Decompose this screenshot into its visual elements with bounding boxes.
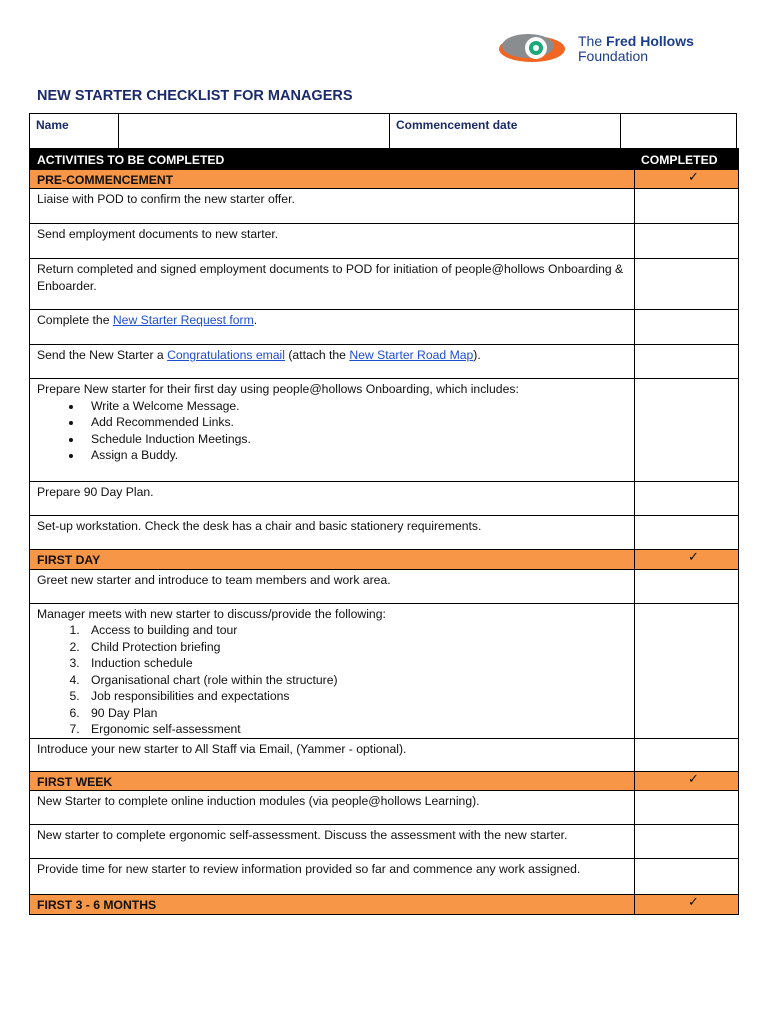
activity-cell [30,379,635,482]
activity-text: Introduce your new starter to All Staff via Email, (Yammer - optional). [30,738,635,771]
new-starter-request-form-link[interactable]: New Starter Request form [112,313,254,327]
section-pre-commencement [30,169,739,189]
activity-text: Greet new starter and introduce to team members and work area. [30,569,635,603]
completed-cell[interactable] [635,189,739,224]
table-row [30,791,739,825]
table-row [30,482,739,516]
checklist-table [29,148,739,915]
eye-logo-icon [498,30,568,70]
first-day-numbered-list [37,622,628,738]
logo-text [578,34,694,64]
completed-cell[interactable] [635,516,739,550]
activities-column-header: ACTIVITIES TO BE COMPLETED [30,149,635,170]
activity-text: Manager meets with new starter to discuss/provide the following: [37,606,386,621]
check-mark-icon: ✓ [635,550,739,570]
completed-cell[interactable] [635,379,739,482]
completed-column-header: COMPLETED [635,149,739,170]
list-item: • Add Recommended Links. [83,414,628,431]
fred-hollows-logo [498,30,738,70]
table-row [30,738,739,771]
completed-cell[interactable] [635,738,739,771]
completed-cell[interactable] [635,569,739,603]
activity-text: New starter to complete ergonomic self-assessment. Discuss the assessment with the new starter. [30,825,635,859]
table-row [30,569,739,603]
section-first-week [30,771,739,791]
list-item: 7. Ergonomic self-assessment [83,721,628,738]
check-mark-icon: ✓ [635,169,739,189]
activity-text: Set-up workstation. Check the desk has a chair and basic stationery requirements. [30,516,635,550]
completed-cell[interactable] [635,791,739,825]
completed-cell[interactable] [635,482,739,516]
activity-cell [30,345,635,379]
section-first-3-6-months [30,895,739,915]
completed-cell[interactable] [635,859,739,895]
activity-text: New Starter to complete online induction modules (via people@hollows Learning). [30,791,635,825]
activity-cell [30,603,635,738]
name-label: Name [30,114,119,156]
commencement-date-label: Commencement date [390,114,621,156]
list-item: 5. Job responsibilities and expectations [83,688,628,705]
list-item: • Schedule Induction Meetings. [83,431,628,448]
check-mark-icon: ✓ [635,771,739,791]
logo-line1-bold: Fred Hollows [606,33,694,49]
completed-cell[interactable] [635,224,739,259]
completed-cell[interactable] [635,310,739,345]
activity-text: Prepare New starter for their first day using people@hollows Onboarding, which includes: [37,382,519,396]
list-item: 1. Access to building and tour [83,622,628,639]
list-item: 2. Child Protection briefing [83,639,628,656]
congratulations-email-link[interactable]: Congratulations email [167,348,285,362]
completed-cell[interactable] [635,825,739,859]
table-row [30,825,739,859]
table-row [30,345,739,379]
onboarding-bullet-list [37,398,628,464]
list-item: 6. 90 Day Plan [83,705,628,722]
table-row [30,379,739,482]
list-item: 4. Organisational chart (role within the structure) [83,672,628,689]
logo-line1-regular: The [578,33,607,49]
list-item: • Assign a Buddy. [83,447,628,464]
table-row [30,516,739,550]
activity-text: Complete the [37,313,113,327]
section-first-day [30,550,739,570]
table-row [30,259,739,310]
section-heading: FIRST DAY [30,550,635,570]
completed-cell[interactable] [635,345,739,379]
list-item: • Write a Welcome Message. [83,398,628,415]
activity-text: ). [473,348,481,362]
check-mark-icon: ✓ [635,895,739,915]
column-header-row [30,149,739,170]
section-heading: PRE-COMMENCEMENT [30,169,635,189]
activity-text: Send employment documents to new starter. [30,224,635,259]
activity-text: . [253,313,258,327]
activity-text: Prepare 90 Day Plan. [30,482,635,516]
logo-line2: Foundation [578,48,649,64]
activity-text: Liaise with POD to confirm the new starter offer. [30,189,635,224]
table-row [30,859,739,895]
list-item: 3. Induction schedule [83,655,628,672]
page-title: NEW STARTER CHECKLIST FOR MANAGERS [37,88,353,104]
new-starter-road-map-link[interactable]: New Starter Road Map [349,348,474,362]
activity-text: (attach the [284,348,350,362]
completed-cell[interactable] [635,603,739,738]
table-row [30,189,739,224]
activity-text: Provide time for new starter to review information provided so far and commence any work assigned. [30,859,635,895]
completed-cell[interactable] [635,259,739,310]
section-heading: FIRST 3 - 6 MONTHS [30,895,635,915]
activity-cell [30,310,635,345]
table-row [30,310,739,345]
activity-text: Send the New Starter a [37,348,168,362]
table-row [30,224,739,259]
activity-text: Return completed and signed employment documents to POD for initiation of people@hollows Onboarding & Enboarder. [30,259,635,310]
table-row [30,603,739,738]
section-heading: FIRST WEEK [30,771,635,791]
